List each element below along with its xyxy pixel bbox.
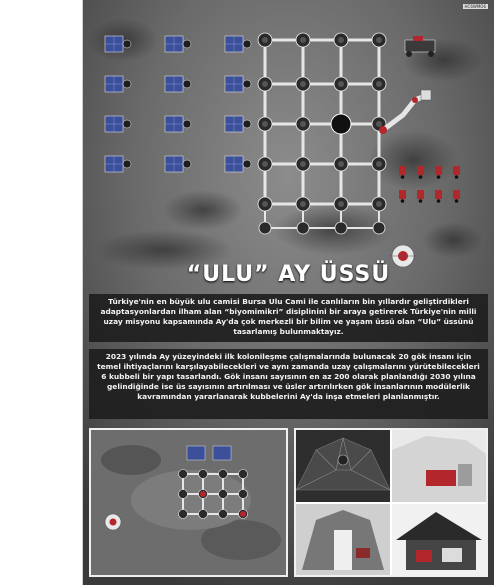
- dome-node: [334, 77, 348, 91]
- dome-node: [296, 33, 310, 47]
- page-left-margin: [0, 0, 83, 585]
- dome-node: [296, 157, 310, 171]
- dome-node: [297, 222, 309, 234]
- dome-node: [373, 222, 385, 234]
- dome-node: [372, 77, 386, 91]
- dome-node: [334, 197, 348, 211]
- dome-node: [372, 33, 386, 47]
- aerial-base-image: [91, 430, 286, 575]
- dome-node: [258, 197, 272, 211]
- page-right-margin: [494, 0, 500, 585]
- dome-node: [334, 33, 348, 47]
- dome-node: [259, 222, 271, 234]
- dome-node: [296, 117, 310, 131]
- dome-node: [334, 157, 348, 171]
- central-dome: [331, 114, 351, 134]
- plan-paragraph: 2023 yılında Ay yüzeyindeki ilk kolonileşme çalışmalarında bulunacak 20 gök insanı için temel ihtiyaçlarını karşılayabilecekleri ve aynı zamanda uzay çalışmalarını yürütebilecekleri 6 kubbeli bir yapı tasarlandı. Gök insanı sayısının en az 200 olarak planlandığı 2030 yılına gelindiğinde ise üs sayısının artırılması ve üsler artırılırken gök insanlarının modülerlik kavramından yararlanarak kubbelerini Ay'da inşa etmeleri planlanmıştır.: [89, 349, 488, 419]
- dome-node: [258, 157, 272, 171]
- interior-renders: [294, 428, 488, 577]
- poster-tag: HC6WMO6: [464, 4, 486, 9]
- dome-node: [296, 77, 310, 91]
- dome-node: [372, 197, 386, 211]
- dome-node: [335, 222, 347, 234]
- intro-paragraph: Türkiye'nin en büyük ulu camisi Bursa Ulu Cami ile canlıların bin yıllardır geliştirdikleri adaptasyonlardan ilham alan “biyomimikri” disiplinini bir araya getirerek Türkiye'nin milli uzay misyonu kapsamında Ay'da çok merkezli bir bilim ve yaşam üssü olan “Ulu” üssünü tasarlamış bulunmaktayız.: [89, 294, 488, 342]
- dome-node: [258, 77, 272, 91]
- dome-node: [296, 197, 310, 211]
- dome-node: [258, 33, 272, 47]
- poster: [83, 0, 494, 585]
- dome-node: [372, 157, 386, 171]
- interior-renders-grid: [296, 430, 486, 575]
- dome-node: [258, 117, 272, 131]
- poster-title: “ULU” AY ÜSSÜ: [186, 262, 391, 287]
- aerial-base-render: [89, 428, 288, 577]
